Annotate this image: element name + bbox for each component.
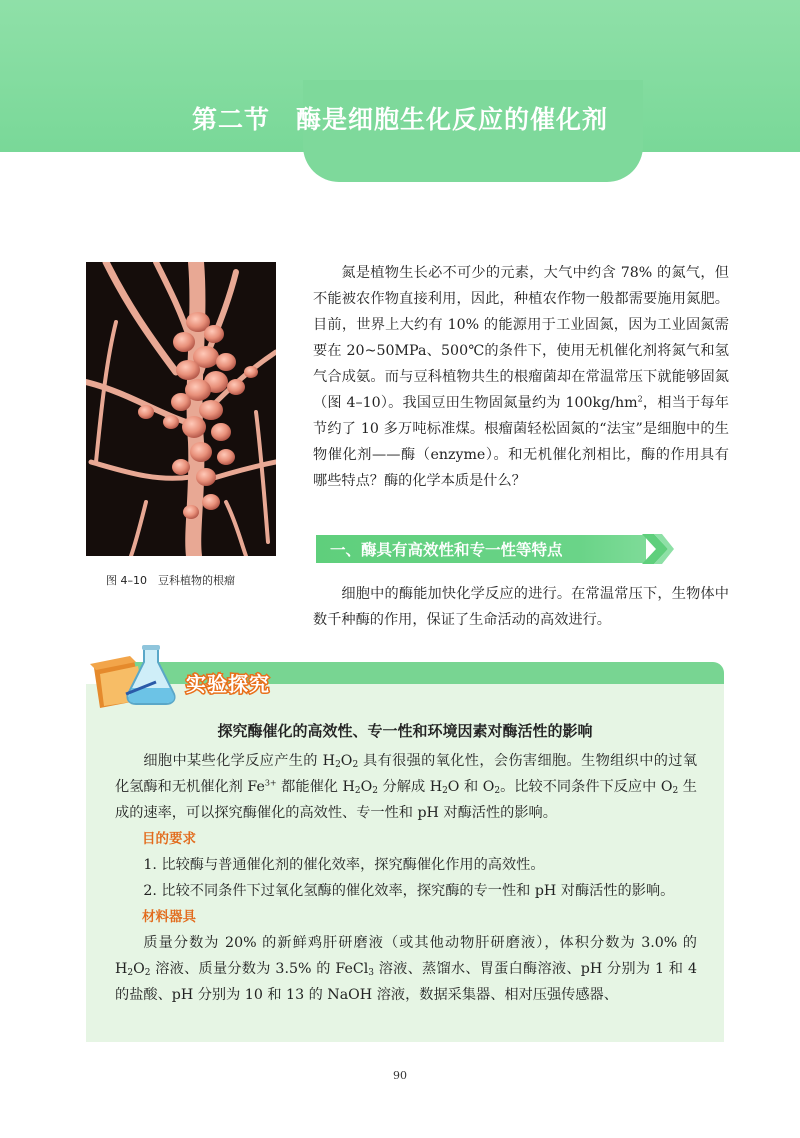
section-paragraph: 细胞中的酶能加快化学反应的进行。在常温常压下，生物体中数千种酶的作用，保证了生命活动的高效进行。 [313, 586, 729, 628]
experiment-intro-text: 细胞中某些化学反应产生的 $H_2O_2$ 具有很强的氧化性，会伤害细胞。生物组织中的过氧化氢酶和无机催化剂 $Fe^{3+}$ 都能催化 $H_2O_2$ 分解成 $H_2O$ 和 $O_2$。比较不同条件下反应中 $O_2$ 生成的速率，可以探究酶催化的高效性、专一性和 pH 对酶活性的影响。 [115, 753, 698, 821]
materials-text: 质量分数为 20% 的新鲜鸡肝研磨液（或其他动物肝研磨液），体积分数为 3.0% 的 $H_2O_2$ 溶液、质量分数为 3.5% 的 FeCl$_3$ 溶液、蒸馏水、胃蛋白酶溶液、pH 分别为 1 和 4 的盐酸、pH 分别为 10 和 13 的 NaOH 溶液，数据采集器、相对压强传感器、 [115, 935, 697, 1003]
experiment-body [115, 748, 697, 1008]
materials-heading: 材料器具 [142, 909, 196, 925]
aim-item: 2. 比较不同条件下过氧化氢酶的催化效率，探究酶的专一性和 pH 对酶活性的影响。 [143, 883, 675, 899]
aim-item: 1. 比较酶与普通催化剂的催化效率，探究酶催化作用的高效性。 [143, 857, 545, 873]
page-number: 90 [393, 1069, 407, 1082]
root-nodule-photo [86, 262, 276, 556]
folder-flask-icon [86, 644, 186, 710]
chevron-right-icon [640, 532, 674, 566]
figure-caption: 图 4–10 豆科植物的根瘤 [106, 574, 235, 587]
experiment-title: 探究酶催化的高效性、专一性和环境因素对酶活性的影响 [217, 722, 593, 740]
section-heading: 一、酶具有高效性和专一性等特点 [330, 541, 563, 559]
intro-paragraph: 氮是植物生长必不可少的元素，大气中约含 78% 的氮气，但不能被农作物直接利用，因此，种植农作物一般都需要施用氮肥。目前，世界上大约有 10% 的能源用于工业固氮，因为工业固氮需要在 20~50MPa、500℃的条件下，使用无机催化剂将氮气和氢气合成氨。而与豆科植物共生的根瘤菌却在常温常压下就能够固氮（图 4–10）。我国豆田生物固氮量约为 $100kg/hm^2$，相当于每年节约了 10 多万吨标准煤。根瘤菌轻松固氮的“法宝”是细胞中的生物催化剂——酶（enzyme）。和无机催化剂相比，酶的作用具有哪些特点？酶的化学本质是什么？ [313, 265, 729, 489]
experiment-label: 实验探究 [186, 672, 270, 696]
root-nodule-illustration [86, 262, 276, 556]
page-title: 第二节 酶是细胞生化反应的催化剂 [191, 105, 608, 134]
aims-heading: 目的要求 [142, 831, 196, 847]
